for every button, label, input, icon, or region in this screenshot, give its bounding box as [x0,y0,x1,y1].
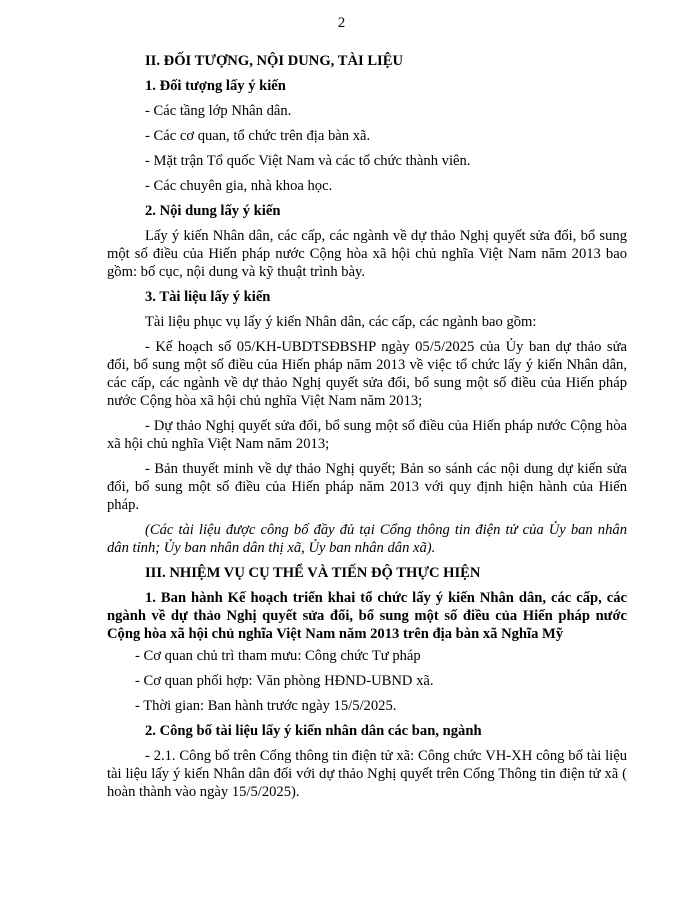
page-number: 2 [337,15,346,31]
list-item: - Cơ quan chủ trì tham mưu: Công chức Tư pháp [135,648,421,664]
section-2-heading: II. ĐỐI TƯỢNG, NỘI DUNG, TÀI LIỆU [145,53,404,69]
section-2-3-heading: 3. Tài liệu lấy ý kiến [145,289,271,305]
list-item: - Bản thuyết minh về dự thảo Nghị quyết; Bản so sánh các nội dung dự kiến sửa đổi, bổ sung một số điều của Hiến pháp năm 2013 với quy định hiện hành của Hiến pháp. [107,461,627,513]
section-2-2-heading: 2. Nội dung lấy ý kiến [145,203,281,219]
section-3-heading: III. NHIỆM VỤ CỤ THỂ VÀ TIẾN ĐỘ THỰC HIỆN [145,565,481,581]
list-item: - Các tầng lớp Nhân dân. [145,103,292,119]
list-item: - Kế hoạch số 05/KH-UBDTSĐBSHP ngày 05/5/2025 của Ủy ban dự thảo sửa đổi, bổ sung một số điều của Hiến pháp năm 2013 về việc tổ chức lấy ý kiến Nhân dân, các cấp, các ngành về dự thảo Nghị quyết sửa đổi, bổ sung một số điều của Hiến pháp nước Cộng hòa xã hội chủ nghĩa Việt Nam năm 2013; [107,339,627,409]
section-2-1-heading: 1. Đối tượng lấy ý kiến [145,78,286,94]
list-item: - Thời gian: Ban hành trước ngày 15/5/2025. [135,698,397,714]
section-3-1-heading: 1. Ban hành Kế hoạch triển khai tổ chức lấy ý kiến Nhân dân, các cấp, các ngành về dự thảo Nghị quyết sửa đổi, bổ sung một số điều của Hiến pháp nước Cộng hòa xã hội chủ nghĩa Việt Nam năm 2013 trên địa bàn xã Nghĩa Mỹ [107,590,627,642]
list-item: - Các cơ quan, tổ chức trên địa bàn xã. [145,128,371,144]
section-2-3-intro: Tài liệu phục vụ lấy ý kiến Nhân dân, các cấp, các ngành bao gồm: [145,314,537,330]
section-2-2-text: Lấy ý kiến Nhân dân, các cấp, các ngành về dự thảo Nghị quyết sửa đổi, bổ sung một số điều của Hiến pháp nước Cộng hòa xã hội chủ nghĩa Việt Nam năm 2013 bao gồm: bố cục, nội dung và kỹ thuật trình bày. [107,228,627,280]
list-item: - Các chuyên gia, nhà khoa học. [145,178,333,194]
list-item: - Mặt trận Tổ quốc Việt Nam và các tổ chức thành viên. [145,153,471,169]
section-3-2-heading: 2. Công bố tài liệu lấy ý kiến nhân dân các ban, ngành [145,723,482,739]
section-3-2-text: - 2.1. Công bố trên Cổng thông tin điện tử xã: Công chức VH-XH công bố tài liệu tài liệu lấy ý kiến Nhân dân đối với dự thảo Nghị quyết trên Cổng Thông tin điện tử xã ( hoàn thành vào ngày 15/5/2025). [107,748,627,800]
list-item: - Dự thảo Nghị quyết sửa đổi, bổ sung một số điều của Hiến pháp nước Cộng hòa xã hội chủ nghĩa Việt Nam năm 2013; [107,418,627,452]
list-item: - Cơ quan phối hợp: Văn phòng HĐND-UBND xã. [135,673,434,689]
section-2-3-note: (Các tài liệu được công bố đầy đủ tại Cổng thông tin điện tử của Ủy ban nhân dân tỉnh; Ủy ban nhân dân thị xã, Ủy ban nhân dân xã). [107,522,627,556]
